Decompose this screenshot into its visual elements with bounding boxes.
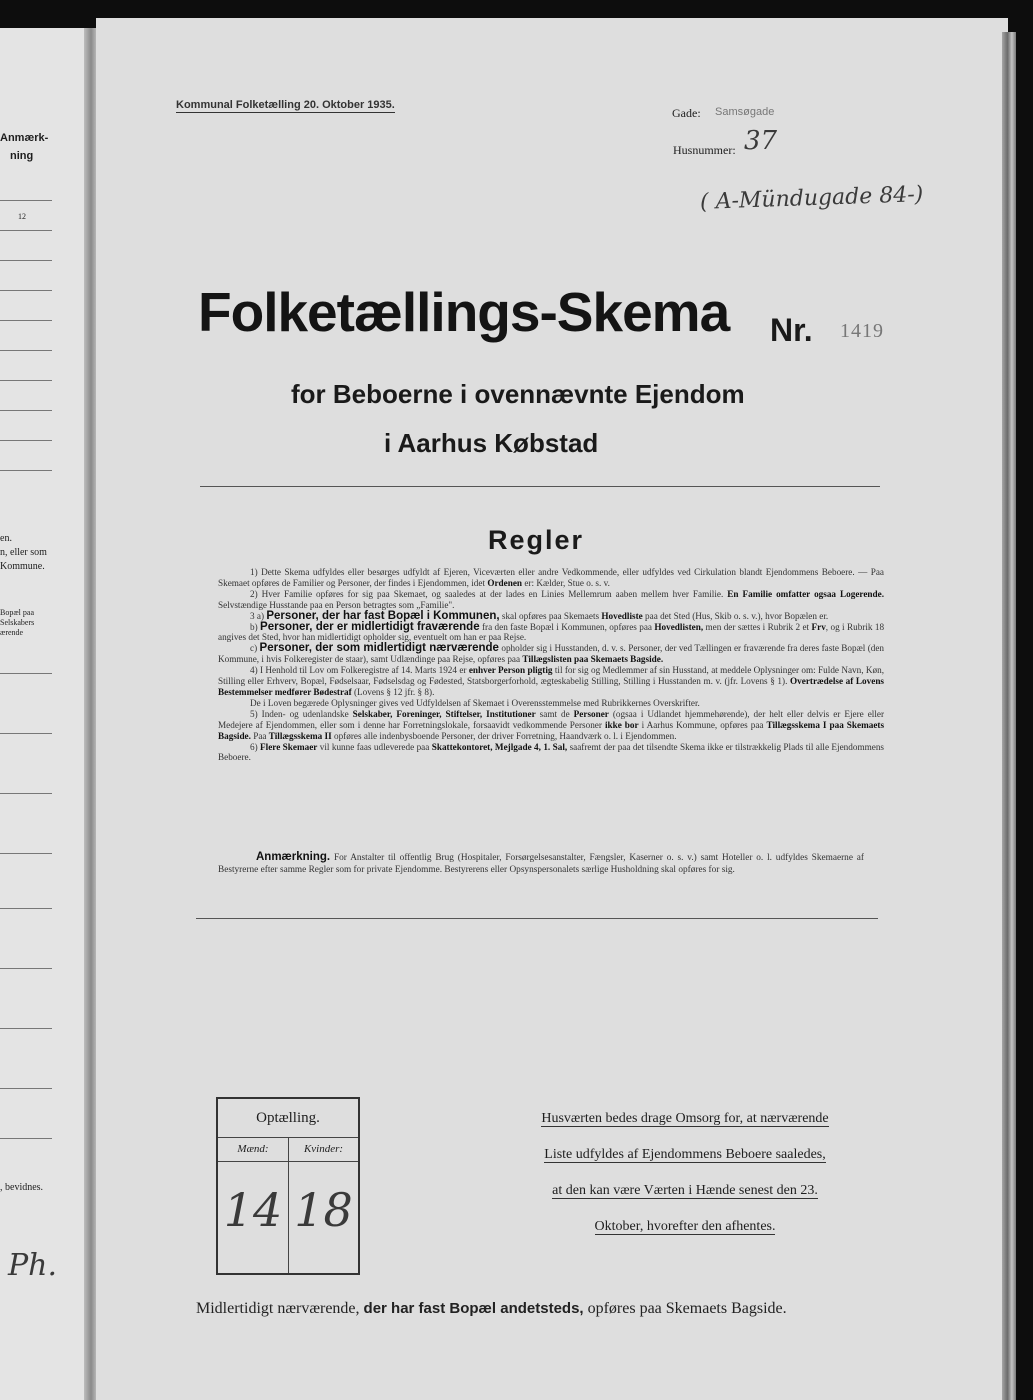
left-rule	[0, 733, 52, 734]
footer-text-1: Midlertidigt nærværende,	[196, 1300, 360, 1317]
left-rule	[0, 230, 52, 231]
left-rule	[0, 908, 52, 909]
women-column	[289, 1137, 358, 1273]
form-location: i Aarhus Købstad	[384, 428, 599, 458]
left-fragment: Bopæl paa	[0, 608, 34, 617]
count-box-title: Optælling.	[218, 1099, 358, 1138]
form-number-value: 1419	[840, 320, 884, 342]
left-fragment: en.	[0, 533, 12, 544]
rule-1: 1) Dette Skema udfyldes eller besørges udfyldt af Ejeren, Viceværten eller andre Vedkommende, eller udfyldes ved Cirkulation blandt Ejendommens Beboere. — Paa Skemaet opføres de Familier og Personer, der findes i Ejendommen, idet Ordenen er: Kælder, Stue o. s. v.	[218, 567, 884, 588]
rule-5: 5) Inden- og udenlandske Selskaber, Foreninger, Stiftelser, Institutioner samt de Personer (ogsaa i Udlandet hjemmehørende), der helt eller delvis er Ejere eller Medejere af Ejendommen, eller som i denne har Forretningslokale, forsaavidt vedkommende Personer ikke bor i Aarhus Kommune, opføres paa Tillægsskema I paa Skemaets Bagside. Paa Tillægsskema II opføres alle indenbysboende Personer, der driver Forretning, Haandværk o. l. i Ejendommen.	[218, 708, 885, 741]
footer-note	[196, 1300, 787, 1318]
form-number-label: Nr.	[770, 312, 813, 348]
left-fragment: ning	[10, 150, 34, 162]
count-box	[216, 1097, 360, 1275]
left-fragment: Kommune.	[0, 561, 45, 572]
landlord-line-1: Husværten bedes drage Omsorg for, at nærværende	[541, 1111, 829, 1126]
rule-4: 4) I Henhold til Lov om Folkeregistre af 14. Marts 1924 er enhver Person pligtig til for sig og Medlemmer af sin Husstand, at meddele Oplysninger om: Fulde Navn, Køn, Stilling eller Erhverv, Bopæl, Fødselsaar, Fødselsdag og Fødested, Statsborgerforhold, ægteskabelig Stilling, Stilling i Husstanden m. v. (jfr. Lovens § 1). Overtrædelse af Lovens Bestemmelser medfører Bødestraf (Lovens § 12 jfr. § 8).	[218, 665, 885, 697]
street-value: Samsøgade	[715, 106, 775, 118]
left-rule	[0, 200, 52, 201]
house-number-value: 37	[744, 126, 778, 156]
left-rule	[0, 380, 52, 381]
landlord-line-2: Liste udfyldes af Ejendommens Beboere saaledes,	[544, 1147, 826, 1162]
rules-text	[218, 567, 884, 763]
census-line: Kommunal Folketælling 20. Oktober 1935.	[176, 99, 395, 111]
left-signature-fragment: Ph.	[8, 1248, 58, 1283]
footer-text-2: opføres paa Skemaets Bagside.	[587, 1300, 787, 1317]
left-fragment: n, eller som	[0, 547, 47, 558]
left-rule	[0, 1088, 52, 1089]
women-count: 18	[294, 1183, 353, 1237]
rule-2: 2) Hver Familie opføres for sig paa Skemaet, og saaledes at der lades en Linies Mellemrum aaben mellem hver Familie. En Familie omfatter ogsaa Logerende. Selvstændige Husstande paa en Person betragtes som „Familie".	[218, 588, 884, 610]
left-rule	[0, 1028, 52, 1029]
rule-4b: De i Loven begærede Oplysninger gives ved Udfyldelsen af Skemaet i Overensstemmelse med Rubrikkernes Overskrifter.	[250, 697, 700, 708]
left-rule	[0, 260, 52, 261]
rule-6: 6) Flere Skemaer vil kunne faas udleverede paa Skattekontoret, Mejlgade 4, 1. Sal, saafremt der paa det tilsendte Skema ikke er tilstrækkelig Plads til alle Ejendommens Beboere.	[218, 741, 884, 763]
title-divider	[200, 486, 880, 487]
handwritten-address-note: ( A-Mündugade 84-)	[699, 182, 924, 215]
note-divider	[196, 918, 878, 919]
left-rule	[0, 793, 52, 794]
women-label: Kvinder:	[289, 1137, 358, 1162]
annotation-label: Anmærkning.	[256, 851, 331, 863]
left-rule	[0, 673, 52, 674]
left-rule	[0, 350, 52, 351]
left-fragment: ærende	[0, 628, 24, 637]
rules-heading: Regler	[488, 525, 585, 555]
left-fragment: Anmærk-	[0, 132, 49, 144]
left-rule	[0, 470, 52, 471]
left-rule	[0, 320, 52, 321]
men-label: Mænd:	[218, 1137, 288, 1162]
rule-3a: 3 a) Personer, der har fast Bopæl i Kommunen, skal opføres paa Skemaets Hovedliste paa det Sted (Hus, Skib o. s. v.), hvor Bopælen er.	[250, 609, 829, 622]
annotation-text: For Anstalter til offentlig Brug (Hospitaler, Forsørgelsesanstalter, Fængsler, Kaserner o. s. v.) samt Hoteller o. l. udfyldes Skemaerne af Bestyrerne efter samme Regler som for private Ejendomme. Bestyrerens eller Opsynspersonalets særlige Husholdning skal opføres for sig.	[218, 853, 865, 875]
street-label: Gade:	[672, 106, 701, 120]
left-fragment: Selskabers	[0, 618, 35, 627]
form-subtitle: for Beboerne i ovennævnte Ejendom	[291, 379, 745, 409]
men-column	[218, 1137, 289, 1273]
rule-3b: b) Personer, der er midlertidigt fraværende fra den faste Bopæl i Kommunen, opføres paa Hovedlisten, men der sættes i Rubrik 2 et Frv, og i Rubrik 18 angives det Sted, hvor han midlertidigt opholder sig, eventuelt om han er paa Rejse.	[218, 620, 885, 643]
left-fragment: 12	[18, 212, 26, 221]
left-rule	[0, 853, 52, 854]
house-number-label: Husnummer:	[673, 143, 736, 157]
left-page-fragment	[0, 28, 92, 1400]
landlord-line-3: at den kan være Værten i Hænde senest den 23.	[552, 1183, 818, 1198]
left-rule	[0, 410, 52, 411]
left-rule	[0, 290, 52, 291]
landlord-instructions	[515, 1108, 855, 1252]
landlord-line-4: Oktober, hvorefter den afhentes.	[594, 1219, 776, 1234]
left-rule	[0, 440, 52, 441]
rule-3c: c) Personer, der som midlertidigt nærværende opholder sig i Husstanden, d. v. s. Personer, der ved Tællingen er fraværende fra deres faste Bopæl (den Kommune, i hvis Folkeregister de staar), samt Udlændinge paa Rejse, opføres paa Tillægslisten paa Skemaets Bagside.	[218, 642, 885, 665]
page-stack-edge	[1002, 32, 1016, 1400]
left-rule	[0, 968, 52, 969]
footer-text-bold: der har fast Bopæl andetsteds,	[363, 1300, 584, 1317]
annotation-note	[218, 852, 864, 876]
form-title: Folketællings-Skema	[198, 281, 730, 343]
men-count: 14	[223, 1183, 283, 1237]
left-fragment: , bevidnes.	[0, 1182, 44, 1193]
left-rule	[0, 1138, 52, 1139]
